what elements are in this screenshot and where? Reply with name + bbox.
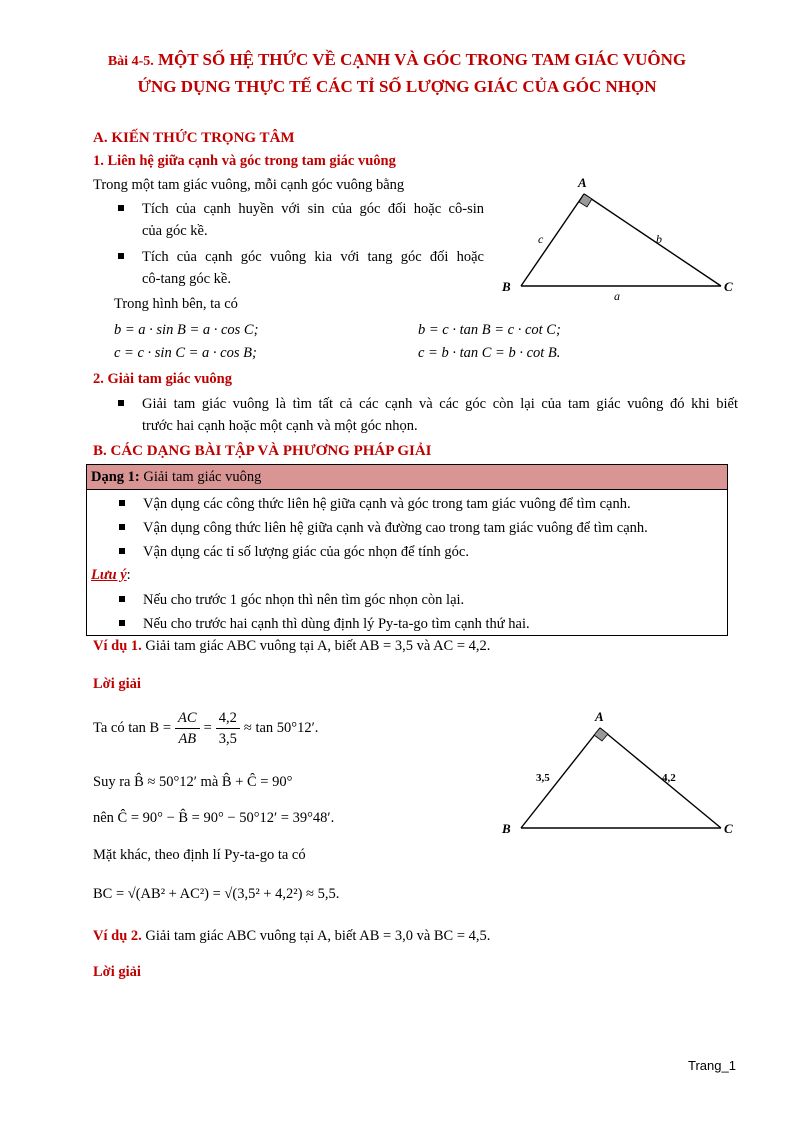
lesson-number: Bài 4-5. xyxy=(107,54,154,69)
method-box-header: Dạng 1: Giải tam giác vuông xyxy=(87,465,727,490)
page-title xyxy=(0,50,794,70)
triangle-figure-2 xyxy=(496,706,746,838)
vertex-c-label: C xyxy=(724,279,733,294)
formula-2: b = c · tan B = c · cot C; xyxy=(418,322,561,338)
vertex-b-label: B xyxy=(502,821,511,836)
list-item: Giải tam giác vuông là tìm tất cả các cạnh và các góc còn lại của tam giác vuông đó khi biết trước hai cạnh hoặc một cạnh và một góc nhọn. xyxy=(118,393,738,437)
solution-label-1: Lời giải xyxy=(93,676,141,692)
vertex-c-label: C xyxy=(724,821,733,836)
fraction: $\frac{4,2}{3,5}$ xyxy=(216,708,240,749)
vertex-a-label: A xyxy=(578,175,587,190)
vertex-a-label: A xyxy=(595,709,604,724)
fraction: $\frac{AC}{AB}$ xyxy=(175,708,200,749)
solution-line-1: Ta có tan B = $\frac{AC}{AB}$ = $\frac{4,2}{3,5}$ ≈ tan 50°12′. xyxy=(93,709,319,747)
solution-line-4: Mặt khác, theo định lí Py-ta-go ta có xyxy=(93,847,306,863)
page-number: Trang_1 xyxy=(688,1058,736,1073)
example-2: Ví dụ 2. Giải tam giác ABC vuông tại A, biết AB = 3,0 và BC = 4,5. xyxy=(93,928,491,944)
list-item: Vận dụng các công thức liên hệ giữa cạnh và góc trong tam giác vuông để tìm cạnh. xyxy=(119,493,719,515)
section-b-heading: B. CÁC DẠNG BÀI TẬP VÀ PHƯƠNG PHÁP GIẢI xyxy=(93,443,432,459)
example-1: Ví dụ 1. Giải tam giác ABC vuông tại A, biết AB = 3,5 và AC = 4,2. xyxy=(93,638,491,654)
list-item: Vận dụng công thức liên hệ giữa cạnh và đường cao trong tam giác vuông để tìm cạnh. xyxy=(119,517,719,539)
side-b-label: b xyxy=(656,232,662,246)
title-line-1: MỘT SỐ HỆ THỨC VỀ CẠNH VÀ GÓC TRONG TAM GIÁC VUÔNG xyxy=(157,50,687,69)
right-angle-marker xyxy=(594,728,608,741)
figure-note: Trong hình bên, ta có xyxy=(114,296,238,312)
formula-1: b = a · sin B = a · cos C; xyxy=(114,322,259,338)
solution-line-2: Suy ra B̂ ≈ 50°12′ mà B̂ + Ĉ = 90° xyxy=(93,774,293,790)
list-item: Tích của cạnh huyền với sin của góc đối hoặc cô-sin của góc kề. xyxy=(118,198,484,242)
list-item: Tích của cạnh góc vuông kia với tang góc đối hoặc cô-tang góc kề. xyxy=(118,246,484,290)
title-line-2: ỨNG DỤNG THỰC TẾ CÁC TỈ SỐ LƯỢNG GIÁC CỦA GÓC NHỌN xyxy=(137,77,657,96)
side-ac-label: 4,2 xyxy=(662,772,676,784)
intro-text: Trong một tam giác vuông, mỗi cạnh góc vuông bằng xyxy=(93,177,405,193)
section-a-heading: A. KIẾN THỨC TRỌNG TÂM xyxy=(93,130,295,146)
right-angle-marker xyxy=(579,194,592,207)
side-ab-label: 3,5 xyxy=(536,772,550,784)
triangle-figure-1 xyxy=(496,172,746,304)
solution-label-2: Lời giải xyxy=(93,964,141,980)
method-box xyxy=(86,464,728,636)
note-label: Lưu ý: xyxy=(91,567,131,583)
list-item: Nếu cho trước 1 góc nhọn thì nên tìm góc nhọn còn lại. xyxy=(119,589,719,611)
subheading-1: 1. Liên hệ giữa cạnh và góc trong tam giác vuông xyxy=(93,153,396,169)
subheading-2: 2. Giải tam giác vuông xyxy=(93,371,232,387)
list-item: Vận dụng các tỉ số lượng giác của góc nhọn để tính góc. xyxy=(119,541,719,563)
vertex-b-label: B xyxy=(502,279,511,294)
list-item: Nếu cho trước hai cạnh thì dùng định lý Py-ta-go tìm cạnh thứ hai. xyxy=(119,613,719,635)
side-c-label: c xyxy=(538,232,544,246)
formula-3: c = c · sin C = a · cos B; xyxy=(114,345,257,361)
solution-line-5: BC = √(AB² + AC²) = √(3,5² + 4,2²) ≈ 5,5. xyxy=(93,886,340,902)
solution-line-3: nên Ĉ = 90° − B̂ = 90° − 50°12′ = 39°48′. xyxy=(93,810,335,826)
side-a-label: a xyxy=(614,289,620,303)
formula-4: c = b · tan C = b · cot B. xyxy=(418,345,561,361)
